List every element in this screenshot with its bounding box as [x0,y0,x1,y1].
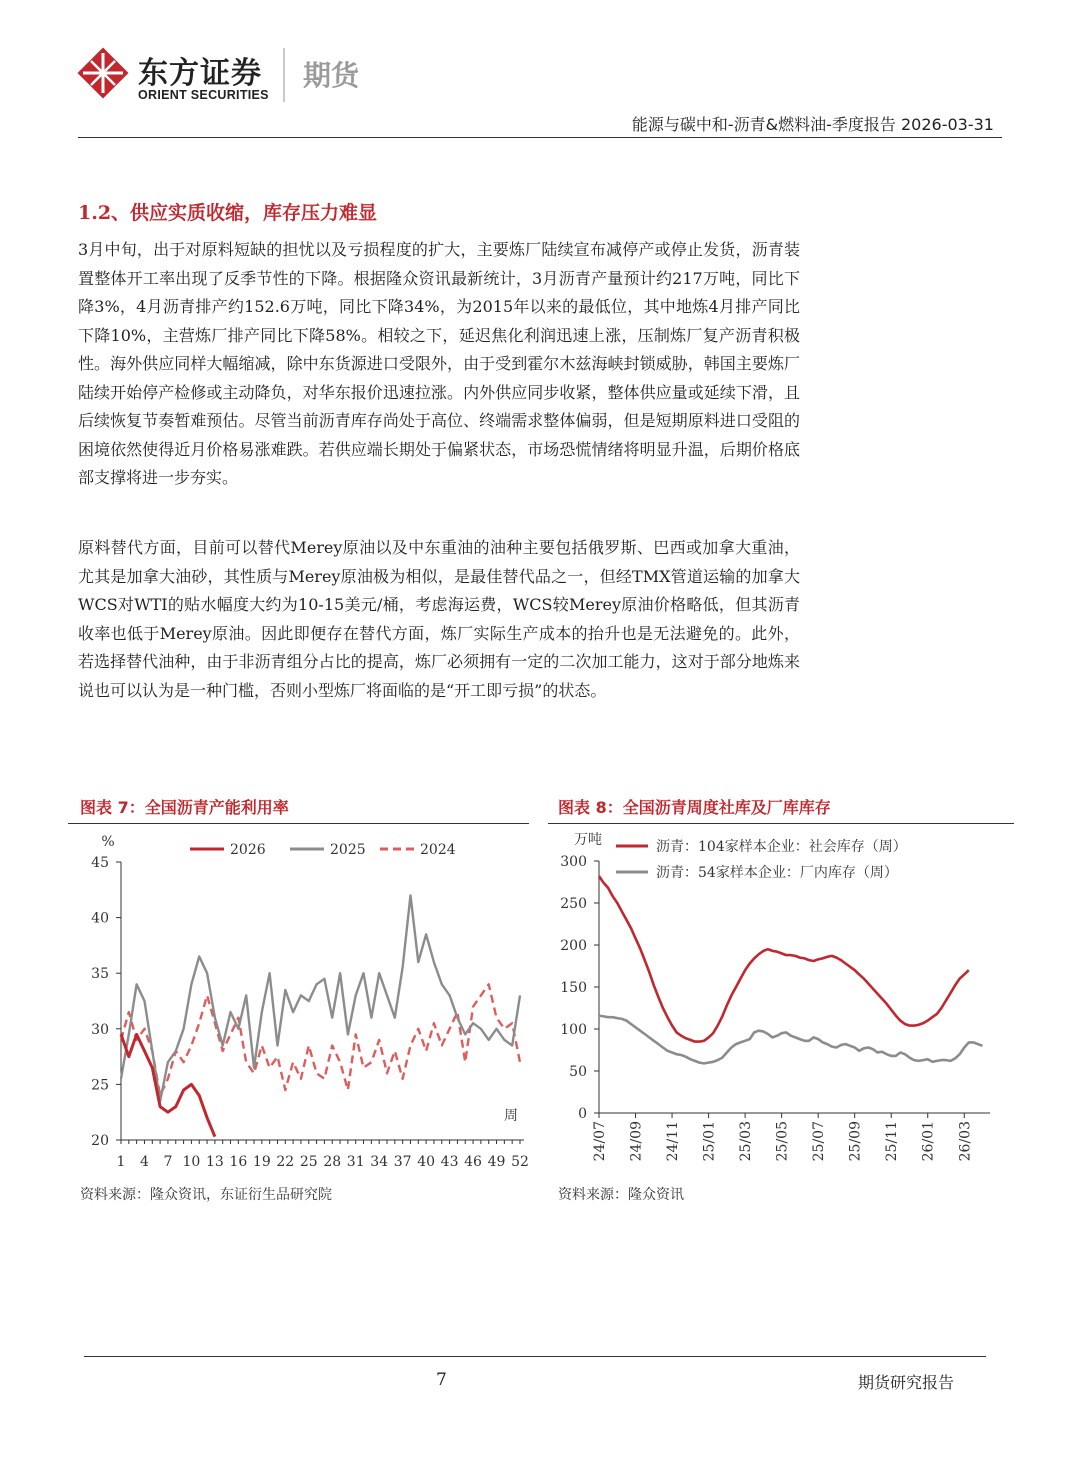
x-tick-label: 40 [417,1154,436,1170]
brand-name-en: ORIENT SECURITIES [138,88,269,102]
y-tick-label: 25 [91,1077,109,1094]
y-tick-label: 40 [91,910,109,927]
brand-name-cn: 东方证券 [138,56,262,91]
legend-label-2025: 2025 [330,842,366,858]
x-tick-label: 24/11 [665,1121,682,1162]
x-tick-label: 31 [346,1154,365,1170]
y-tick-label: 150 [560,980,587,996]
y-tick-label: 45 [91,855,109,871]
series-line-2025 [121,895,520,1101]
x-tick-label: 25/11 [884,1121,901,1162]
x-tick-label: 4 [140,1154,149,1170]
y-tick-label: 20 [91,1133,109,1149]
brand-logo [76,42,436,112]
x-tick-label: 26/01 [920,1121,937,1162]
footer-label: 期货研究报告 [857,1373,954,1392]
x-tick-label: 24/09 [628,1121,645,1162]
section-heading: 1.2、供应实质收缩，库存压力难显 [78,202,378,224]
x-tick-label: 24/07 [592,1121,608,1162]
legend-label-0: 沥青：104家样本企业：社会库存（周） [656,839,907,855]
orient-diamond-icon [76,46,130,100]
figure-7-rule [68,823,529,824]
figure-8-title: 图表 8：全国沥青周度社库及厂库库存 [558,798,831,817]
legend-label-1: 沥青：54家样本企业：厂内库存（周） [656,865,898,881]
body-paragraph-1: 3月中旬，出于对原料短缺的担忧以及亏损程度的扩大，主要炼厂陆续宣布减停产或停止发货，沥青装置整体开工率出现了反季节性的下降。根据隆众资讯最新统计，3月沥青产量预计约217万吨，同比下降3%，4月沥青排产约152.6万吨，同比下降34%，为2015年以来的最低位，其中地炼4月排产同比下降10%，主营炼厂排产同比下降58%。相较之下，延迟焦化利润迅速上涨，压制炼厂复产沥青积极性。海外供应同样大幅缩减，除中东货源进口受限外，由于受到霍尔木兹海峡封锁威胁，韩国主要炼厂陆续开始停产检修或主动降负，对华东报价迅速拉涨。内外供应同步收紧，整体供应量或延续下滑，且后续恢复节奏暂难预估。尽管当前沥青库存尚处于高位、终端需求整体偏弱，但是短期原料进口受阻的困境依然使得近月价格易涨难跌。若供应端长期处于偏紧状态，市场恐慌情绪将明显升温，后期价格底部支撑将进一步夯实。 [78,240,800,487]
x-tick-label: 25 [299,1154,318,1170]
x-tick-label: 25/05 [774,1121,791,1162]
footer-rule [84,1356,986,1357]
x-tick-label: 7 [163,1154,173,1170]
series-line-2026 [121,1034,215,1136]
figure-8-source: 资料来源：隆众资讯 [558,1187,684,1203]
series-line-0 [599,876,969,1042]
capacity-utilization-chart [68,826,538,1176]
x-tick-label: 22 [276,1154,295,1170]
x-tick-label: 25/03 [738,1121,755,1162]
figure-7-source: 资料来源：隆众资讯，东证衍生品研究院 [80,1187,332,1203]
x-tick-label: 28 [323,1154,342,1170]
y-tick-label: 200 [560,938,587,954]
x-tick-label: 52 [511,1154,529,1170]
page-number: 7 [436,1370,447,1390]
x-tick-label: 19 [252,1154,271,1170]
x-tick-label: 46 [464,1154,482,1170]
x-tick-label: 25/09 [847,1121,864,1162]
inventory-chart [548,826,1018,1176]
x-axis-unit: 周 [504,1108,518,1124]
x-tick-label: 49 [487,1154,506,1170]
figure-7-title: 图表 7：全国沥青产能利用率 [80,798,289,817]
x-tick-label: 10 [182,1154,201,1170]
y-tick-label: 100 [560,1022,587,1038]
y-tick-label: 35 [91,966,109,983]
y-tick-label: 300 [560,854,587,870]
y-axis-unit: 万吨 [574,832,602,848]
y-tick-label: 250 [560,896,587,912]
logo-divider [283,48,285,102]
y-tick-label: 30 [91,1021,109,1038]
x-tick-label: 25/07 [811,1121,828,1162]
x-tick-label: 37 [393,1154,412,1170]
y-axis-unit: % [101,834,115,850]
x-tick-label: 16 [229,1154,248,1170]
body-paragraph-2: 原料替代方面，目前可以替代Merey原油以及中东重油的油种主要包括俄罗斯、巴西或加拿大重油，尤其是加拿大油砂，其性质与Merey原油极为相似，是最佳替代品之一，但经TMX管道运输的加拿大WCS对WTI的贴水幅度大约为10-15美元/桶，考虑海运费，WCS较Merey原油价格略低，但其沥青收率也低于Merey原油。因此即便存在替代方面，炼厂实际生产成本的抬升也是无法避免的。此外，若选择替代油种，由于非沥青组分占比的提高，炼厂必须拥有一定的二次加工能力，这对于部分地炼来说也可以认为是一种门槛，否则小型炼厂将面临的是“开工即亏损”的状态。 [78,538,800,700]
y-tick-label: 50 [569,1064,587,1080]
legend-label-2026: 2026 [230,842,266,858]
legend-label-2024: 2024 [420,842,456,858]
x-tick-label: 13 [205,1154,224,1170]
x-tick-label: 43 [440,1154,459,1170]
x-tick-label: 34 [370,1154,389,1170]
figure-8-rule [548,823,1014,824]
x-tick-label: 25/01 [701,1121,718,1162]
header-rule [78,137,1002,138]
x-tick-label: 1 [116,1154,126,1170]
x-tick-label: 26/03 [957,1121,974,1162]
report-title: 能源与碳中和-沥青&燃料油-季度报告 2026-03-31 [631,115,994,134]
brand-suffix: 期货 [303,59,360,92]
y-tick-label: 0 [578,1106,587,1122]
